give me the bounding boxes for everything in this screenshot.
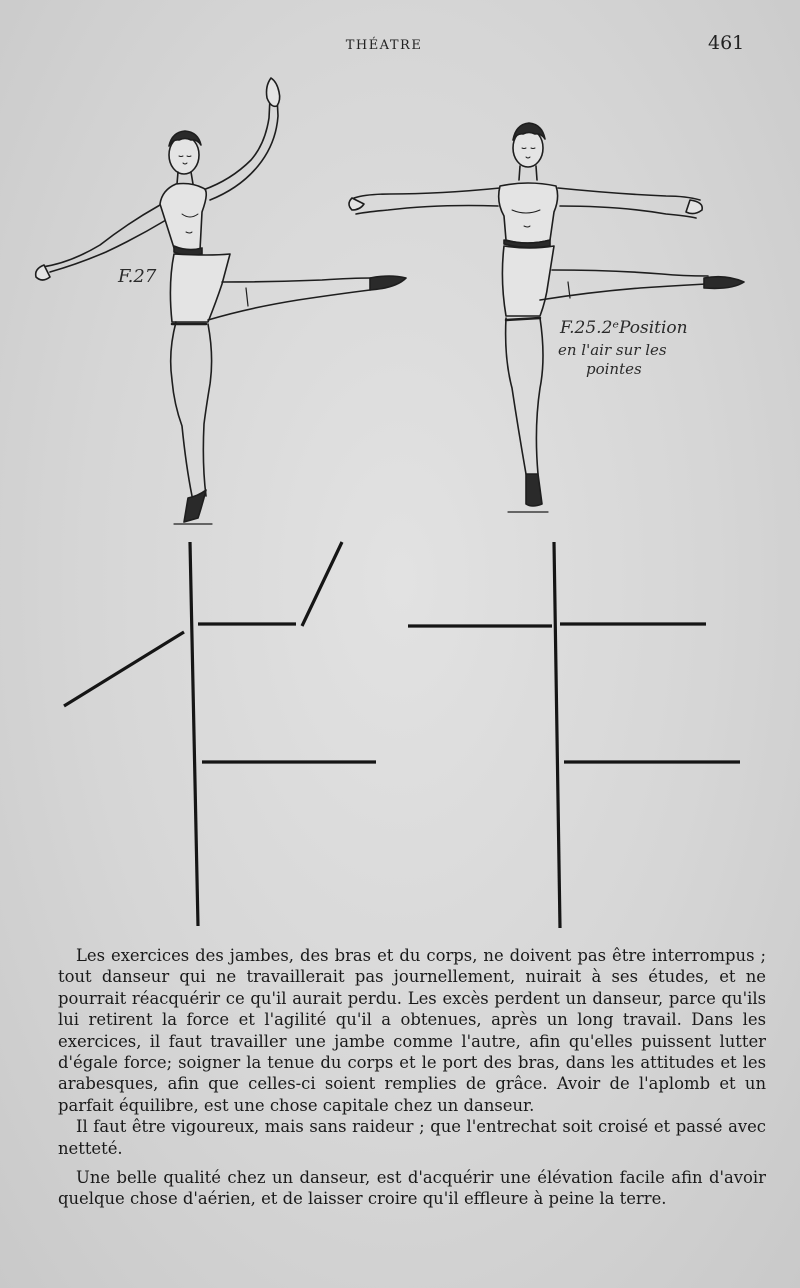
diagram-left-arm-low <box>64 632 184 706</box>
dancer-figure-left <box>36 78 406 524</box>
paragraph-1: Les exercices des jambes, des bras et du corps, ne doivent pas être interrompus ; tout danseur qui ne travaillerait pas journellement, nuirait à ses études, et ne pourrait réacquérir ce qu'il aurait perdu. Les excès perdent un danseur, parce qu'ils lui retirent la force et l'agilité qu'il a obtenues, après un long travail. Dans les exercices, il faut travailler une jambe comme l'autre, afin qu'elles puissent lutter d'égale force; soigner la tenue du corps et le port des bras, dans les attitudes et les arabesques, afin que celles-ci soient remplies de grâce. Avoir de l'aplomb et un parfait équilibre, est une chose capitale chez un danseur. <box>58 946 766 1115</box>
figure-label-right-line2: en l'air sur les <box>558 341 667 359</box>
diagram-left-vertical <box>190 542 198 926</box>
stick-diagram-left <box>64 542 376 926</box>
paragraph-3: Une belle qualité chez un danseur, est d'acquérir une élévation facile afin d'avoir quelque chose d'aérien, et de laisser croire qu'il effleure à peine la terre. <box>58 1168 766 1209</box>
figure-label-left: F.27 <box>118 266 157 287</box>
stick-diagram-right <box>408 542 740 928</box>
running-title: THÉATRE <box>345 38 423 53</box>
body-text <box>58 945 766 1210</box>
paragraph-2: Il faut être vigoureux, mais sans raideur ; que l'entrechat soit croisé et passé avec netteté. <box>58 1117 766 1158</box>
figure-label-right-line1: F.25.2ᵉPosition <box>560 318 688 338</box>
diagram-right-vertical <box>554 542 560 928</box>
figure-label-right-line3: pointes <box>586 360 642 378</box>
diagram-left-arm-raised <box>302 542 342 626</box>
page-number: 461 <box>708 32 745 54</box>
